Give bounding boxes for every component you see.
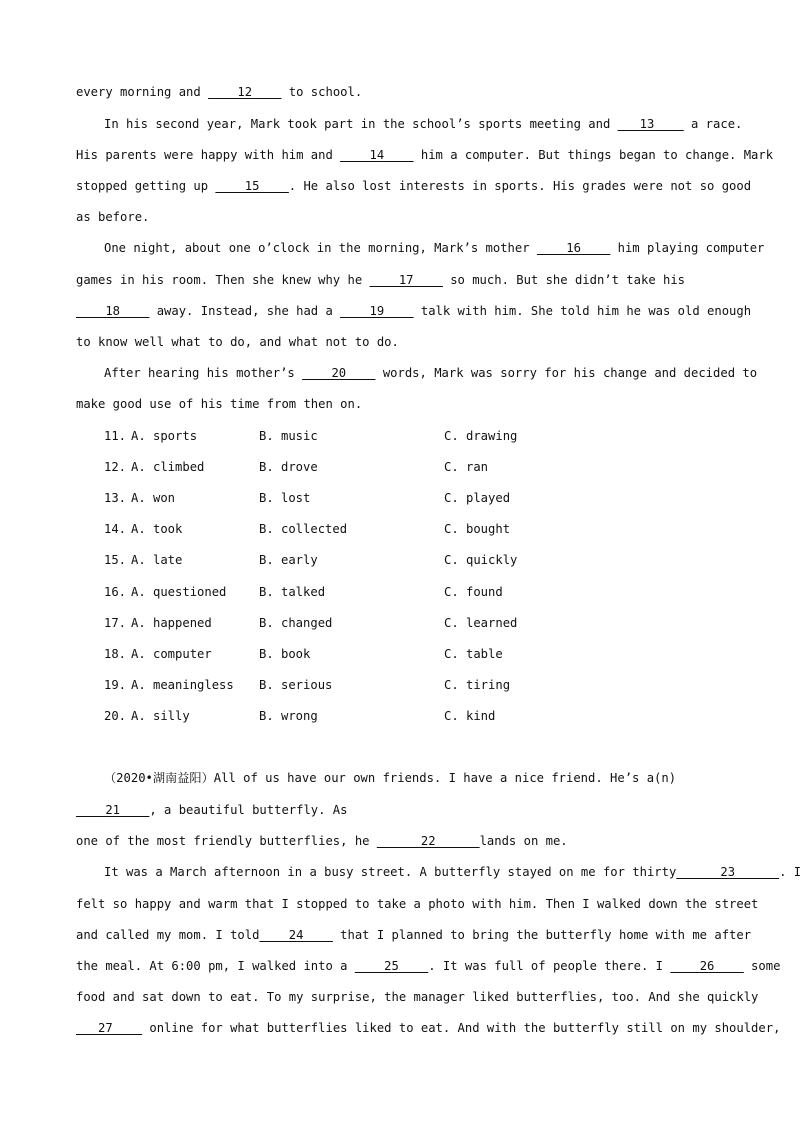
- text: make good use of his time from then on.: [76, 397, 363, 411]
- option-b: B. music: [259, 429, 318, 443]
- option-b: B. serious: [259, 678, 333, 692]
- blank-22: ______22______: [376, 834, 480, 848]
- option-c: C. tiring: [444, 678, 511, 692]
- passage-line: [76, 84, 718, 100]
- option-c: C. learned: [444, 616, 518, 630]
- option-a: A. took: [131, 522, 183, 536]
- passage-line: [104, 770, 718, 786]
- option-b: B. early: [259, 553, 318, 567]
- option-b: B. changed: [259, 616, 333, 630]
- text: In his second year, Mark took part in the school’s sports meeting and: [104, 117, 618, 131]
- text: One night, about one o’clock in the morning, Mark’s mother: [104, 241, 537, 255]
- passage-line: [76, 927, 752, 943]
- option-c: C. played: [444, 491, 511, 505]
- passage-line: [76, 178, 752, 194]
- question-number: 16.: [104, 585, 127, 599]
- option-a: A. late: [131, 553, 183, 567]
- text: the meal. At 6:00 pm, I walked into a: [76, 959, 355, 973]
- option-row: [104, 708, 524, 724]
- option-b: B. talked: [259, 585, 326, 599]
- blank-12: ____12____: [208, 85, 282, 99]
- option-row: [104, 677, 524, 693]
- option-c: C. kind: [444, 709, 496, 723]
- question-number: 18.: [104, 647, 127, 661]
- option-c: C. found: [444, 585, 503, 599]
- text: to know well what to do, and what not to do.: [76, 335, 399, 349]
- option-row: [104, 584, 524, 600]
- text: stopped getting up: [76, 179, 216, 193]
- option-c: C. table: [444, 647, 503, 661]
- question-number: 11.: [104, 429, 127, 443]
- blank-20: ____20____: [302, 366, 376, 380]
- option-a: A. questioned: [131, 585, 227, 599]
- text: lands on me.: [479, 834, 568, 848]
- question-number: 14.: [104, 522, 127, 536]
- text: one of the most friendly butterflies, he: [76, 834, 377, 848]
- blank-27: ___27____: [76, 1021, 143, 1035]
- question-number: 19.: [104, 678, 127, 692]
- passage-line: [104, 240, 765, 256]
- question-number: 12.: [104, 460, 127, 474]
- blank-26: ____26____: [670, 959, 744, 973]
- passage-line: [76, 958, 781, 974]
- passage-line: [104, 864, 801, 880]
- option-row: [104, 615, 524, 631]
- text: After hearing his mother’s: [104, 366, 303, 380]
- option-c: C. quickly: [444, 553, 518, 567]
- passage-line: [76, 303, 752, 319]
- text: a race.: [683, 117, 743, 131]
- text: so much. But she didn’t take his: [442, 273, 686, 287]
- text: games in his room. Then she knew why he: [76, 273, 370, 287]
- blank-23: ______23______: [676, 865, 780, 879]
- passage-line: [76, 833, 718, 849]
- blank-21: ____21____: [76, 803, 150, 817]
- blank-14: ____14____: [340, 148, 414, 162]
- question-number: 13.: [104, 491, 127, 505]
- passage-line: [104, 365, 758, 381]
- blank-13: ___13____: [617, 117, 684, 131]
- text: as before.: [76, 210, 150, 224]
- text: . It was full of people there. I: [428, 959, 671, 973]
- text: felt so happy and warm that I stopped to take a photo with him. Then I walked down the street: [76, 897, 759, 911]
- question-number: 20.: [104, 709, 127, 723]
- passage-line: [76, 989, 759, 1005]
- option-a: A. silly: [131, 709, 190, 723]
- blank-19: ____19____: [340, 304, 414, 318]
- question-number: 15.: [104, 553, 127, 567]
- option-row: [104, 428, 524, 444]
- option-a: A. won: [131, 491, 176, 505]
- passage-line: [104, 116, 743, 132]
- text: every morning and: [76, 85, 209, 99]
- passage-line: [76, 1020, 781, 1036]
- option-row: [104, 552, 524, 568]
- option-a: A. climbed: [131, 460, 205, 474]
- text: （2020•湖南益阳）All of us have our own friends. I have a nice friend. He’s a(n): [104, 771, 677, 785]
- passage-line: [76, 396, 718, 412]
- text: him a computer. But things began to change. Mark: [413, 148, 774, 162]
- option-b: B. wrong: [259, 709, 318, 723]
- text: to school.: [281, 85, 363, 99]
- option-b: B. lost: [259, 491, 311, 505]
- text: talk with him. She told him he was old enough: [413, 304, 752, 318]
- option-b: B. book: [259, 647, 311, 661]
- passage-line: [76, 272, 718, 288]
- passage-line: [76, 147, 774, 163]
- blank-15: ____15____: [215, 179, 289, 193]
- text: It was a March afternoon in a busy street. A butterfly stayed on me for thirty: [104, 865, 677, 879]
- blank-16: ____16____: [536, 241, 611, 255]
- option-c: C. ran: [444, 460, 489, 474]
- text: words, Mark was sorry for his change and decided to: [375, 366, 758, 380]
- option-a: A. happened: [131, 616, 212, 630]
- text: that I planned to bring the butterfly home with me after: [332, 928, 752, 942]
- text: and called my mom. I told: [76, 928, 260, 942]
- blank-18: ____18____: [76, 304, 150, 318]
- text: some: [743, 959, 781, 973]
- option-a: A. computer: [131, 647, 212, 661]
- text: away. Instead, she had a: [149, 304, 341, 318]
- option-a: A. sports: [131, 429, 198, 443]
- text: food and sat down to eat. To my surprise, the manager liked butterflies, too. And she quickly: [76, 990, 759, 1004]
- blank-24: ____24____: [259, 928, 333, 942]
- option-c: C. drawing: [444, 429, 518, 443]
- option-c: C. bought: [444, 522, 511, 536]
- passage-line: [76, 896, 759, 912]
- option-a: A. meaningless: [131, 678, 234, 692]
- blank-17: ____17____: [369, 273, 443, 287]
- question-number: 17.: [104, 616, 127, 630]
- blank-25: ____25____: [354, 959, 429, 973]
- text: online for what butterflies liked to eat. And with the butterfly still on my shoulder,: [142, 1021, 781, 1035]
- passage-line: [76, 802, 718, 818]
- text: . He also lost interests in sports. His grades were not so good: [288, 179, 752, 193]
- text: him playing computer: [610, 241, 765, 255]
- passage-line: [76, 209, 718, 225]
- passage-line: [76, 334, 718, 350]
- text: His parents were happy with him and: [76, 148, 341, 162]
- option-b: B. drove: [259, 460, 318, 474]
- option-row: [104, 459, 524, 475]
- option-row: [104, 490, 524, 506]
- option-b: B. collected: [259, 522, 348, 536]
- option-row: [104, 646, 524, 662]
- text: . I: [779, 865, 801, 879]
- text: , a beautiful butterfly. As: [149, 803, 348, 817]
- option-row: [104, 521, 524, 537]
